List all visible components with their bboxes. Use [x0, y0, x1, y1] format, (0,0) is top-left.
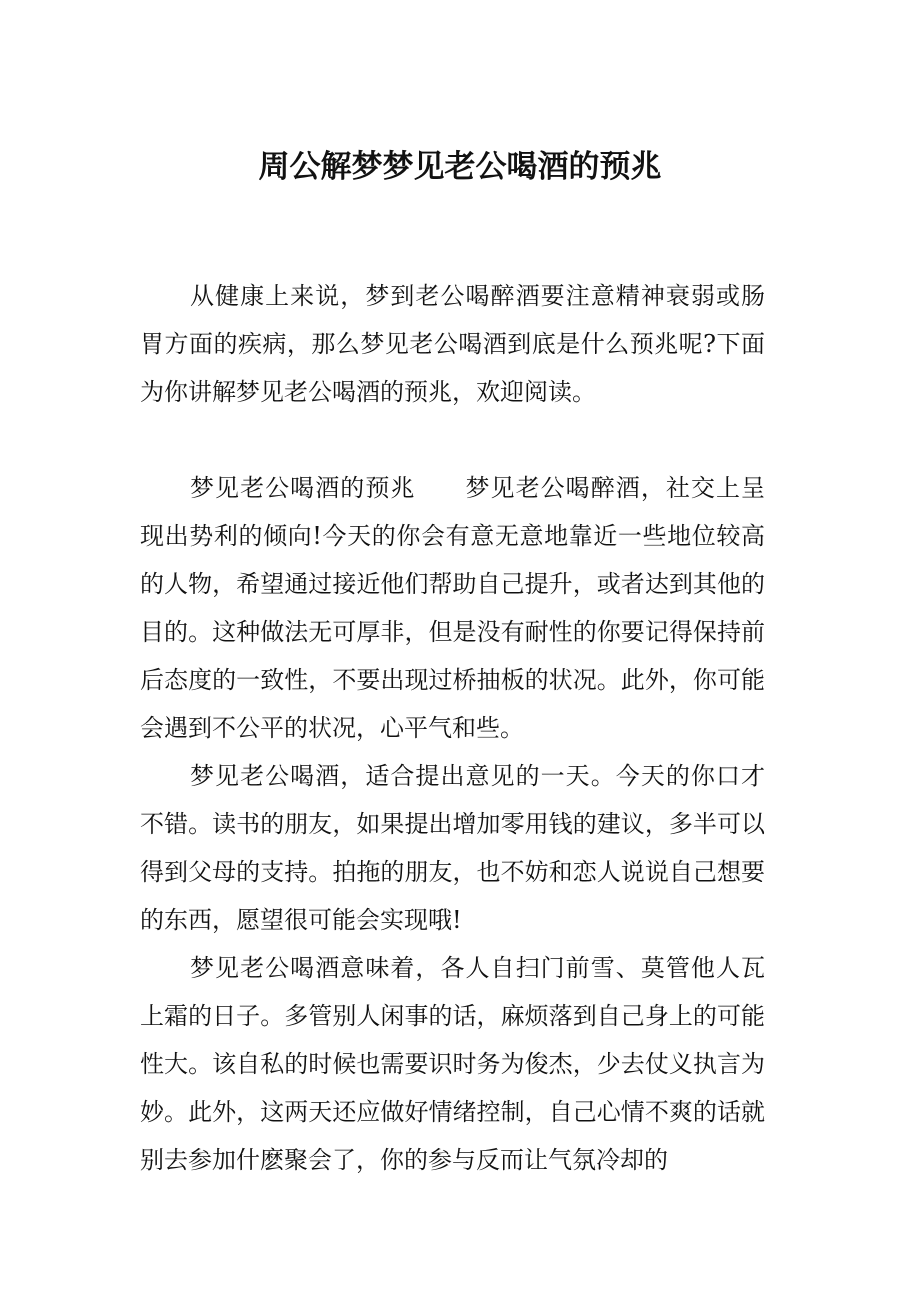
body-paragraph: 梦见老公喝酒的预兆 梦见老公喝醉酒，社交上呈现出势利的倾向!今天的你会有意无意地靠近一些地位较高的人物，希望通过接近他们帮助自己提升，或者达到其他的目的。这种做法无可厚非，但是没有耐性的你要记得保持前后态度的一致性，不要出现过桥抽板的状况。此外，你可能会遇到不公平的状况，心平气和些。 [140, 474, 765, 742]
body-paragraph: 梦见老公喝酒意味着，各人自扫门前雪、莫管他人瓦上霜的日子。多管别人闲事的话，麻烦落到自己身上的可能性大。该自私的时候也需要识时务为俊杰，少去仗义执言为妙。此外，这两天还应做好情绪控制，自己心情不爽的话就别去参加什麽聚会了，你的参与反而让气氛冷却的 [140, 954, 765, 1174]
body-block [140, 464, 765, 1184]
document-title: 周公解梦梦见老公喝酒的预兆 [258, 149, 662, 185]
intro-paragraph: 从健康上来说，梦到老公喝醉酒要注意精神衰弱或肠胃方面的疾病，那么梦见老公喝酒到底是什么预兆呢?下面为你讲解梦见老公喝酒的预兆，欢迎阅读。 [140, 282, 765, 406]
body-paragraph: 梦见老公喝酒，适合提出意见的一天。今天的你口才不错。读书的朋友，如果提出增加零用钱的建议，多半可以得到父母的支持。拍拖的朋友，也不妨和恋人说说自己想要的东西，愿望很可能会实现哦! [140, 762, 765, 934]
intro-block [140, 272, 765, 416]
